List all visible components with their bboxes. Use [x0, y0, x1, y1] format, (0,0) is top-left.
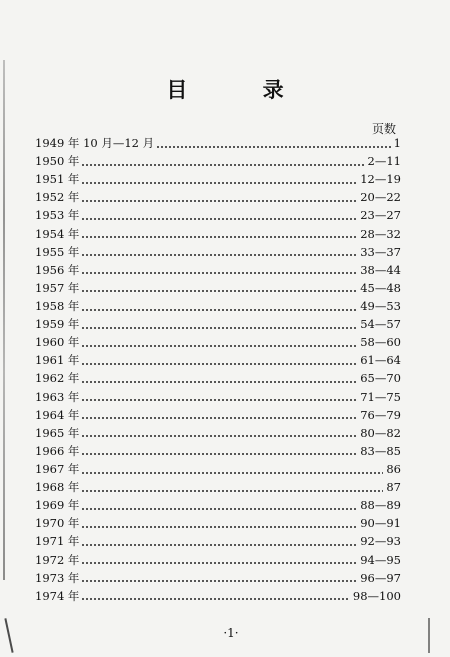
toc-entry[interactable]: [35, 478, 401, 496]
toc-entry[interactable]: [35, 587, 401, 605]
toc-entry-label: 1968 年: [35, 480, 80, 495]
toc-entry-pages: 96—97: [360, 570, 401, 585]
toc-entry-label: 1966 年: [35, 443, 80, 458]
dot-leader: [81, 193, 357, 205]
dot-leader: [81, 465, 383, 477]
toc-entry-pages: 86: [386, 461, 401, 476]
toc-entry[interactable]: [35, 424, 401, 442]
pages-column-header: 页数: [372, 122, 397, 136]
toc-entry-label: 1963 年: [35, 389, 80, 404]
dot-leader: [81, 211, 357, 223]
toc-entry-pages: 12—19: [360, 172, 401, 187]
toc-entry-label: 1959 年: [35, 317, 80, 332]
toc-entry[interactable]: [35, 206, 401, 224]
toc-entry-pages: 80—82: [360, 425, 401, 440]
dot-leader: [81, 537, 357, 549]
toc-entry-pages: 20—22: [360, 190, 401, 205]
toc-entry-label: 1974 年: [35, 588, 80, 603]
toc-entry-pages: 71—75: [360, 389, 401, 404]
dot-leader: [81, 573, 357, 585]
dot-leader: [81, 157, 364, 169]
toc-entry[interactable]: [35, 315, 401, 333]
toc-entry-pages: 1: [393, 136, 401, 150]
toc-entry-pages: 33—37: [360, 244, 401, 259]
toc-entry-label: 1952 年: [35, 190, 80, 205]
dot-leader: [81, 356, 357, 368]
toc-entry-pages: 98—100: [352, 588, 401, 603]
toc-entry-pages: 92—93: [360, 534, 401, 549]
toc-entry[interactable]: [35, 496, 401, 514]
table-of-contents: [35, 134, 401, 605]
toc-entry[interactable]: [35, 514, 401, 532]
toc-entry[interactable]: [35, 442, 401, 460]
dot-leader: [81, 428, 357, 440]
toc-entry-label: 1955 年: [35, 244, 80, 259]
toc-entry-pages: 28—32: [360, 226, 401, 241]
toc-entry-label: 1950 年: [35, 154, 80, 169]
dot-leader: [81, 265, 357, 277]
dot-leader: [156, 139, 391, 151]
toc-entry-label: 1972 年: [35, 552, 80, 567]
toc-entry[interactable]: [35, 170, 401, 188]
dot-leader: [81, 247, 357, 259]
toc-entry-label: 1970 年: [35, 516, 80, 531]
toc-entry[interactable]: [35, 569, 401, 587]
toc-entry[interactable]: [35, 351, 401, 369]
dot-leader: [81, 591, 349, 603]
toc-entry-pages: 49—53: [360, 298, 401, 313]
toc-entry[interactable]: [35, 460, 401, 478]
toc-entry-label: 1973 年: [35, 570, 80, 585]
dot-leader: [81, 302, 357, 314]
dot-leader: [81, 338, 357, 350]
dot-leader: [81, 410, 357, 422]
dot-leader: [81, 501, 357, 513]
toc-entry-label: 1957 年: [35, 280, 80, 295]
toc-entry-label: 1954 年: [35, 226, 80, 241]
dot-leader: [81, 229, 357, 241]
toc-entry-pages: 61—64: [360, 353, 401, 368]
page-title: 目 录: [166, 78, 318, 102]
toc-entry-label: 1958 年: [35, 298, 80, 313]
toc-entry-label: 1956 年: [35, 262, 80, 277]
dot-leader: [81, 519, 357, 531]
toc-entry-pages: 94—95: [360, 552, 401, 567]
toc-entry[interactable]: [35, 134, 401, 152]
dot-leader: [81, 483, 383, 495]
toc-entry[interactable]: [35, 261, 401, 279]
toc-entry-pages: 2—11: [367, 154, 401, 169]
toc-entry-label: 1967 年: [35, 461, 80, 476]
toc-entry[interactable]: [35, 225, 401, 243]
toc-entry-label: 1949 年 10 月—12 月: [35, 136, 155, 150]
page-number: ·1·: [223, 626, 239, 640]
toc-entry-label: 1965 年: [35, 425, 80, 440]
toc-entry-pages: 88—89: [360, 498, 401, 513]
dot-leader: [81, 446, 357, 458]
toc-entry[interactable]: [35, 188, 401, 206]
toc-entry-pages: 45—48: [360, 280, 401, 295]
dot-leader: [81, 374, 357, 386]
toc-entry-pages: 76—79: [360, 407, 401, 422]
toc-entry[interactable]: [35, 388, 401, 406]
toc-entry-pages: 83—85: [360, 443, 401, 458]
dot-leader: [81, 320, 357, 332]
toc-entry[interactable]: [35, 279, 401, 297]
toc-entry-pages: 54—57: [360, 317, 401, 332]
toc-entry[interactable]: [35, 297, 401, 315]
toc-entry-pages: 58—60: [360, 335, 401, 350]
toc-entry[interactable]: [35, 243, 401, 261]
toc-entry-pages: 87: [386, 480, 401, 495]
toc-entry[interactable]: [35, 406, 401, 424]
toc-entry[interactable]: [35, 532, 401, 550]
toc-entry-pages: 38—44: [360, 262, 401, 277]
toc-entry[interactable]: [35, 152, 401, 170]
toc-entry-label: 1960 年: [35, 335, 80, 350]
dot-leader: [81, 555, 357, 567]
toc-entry-label: 1969 年: [35, 498, 80, 513]
dot-leader: [81, 175, 357, 187]
toc-entry-label: 1962 年: [35, 371, 80, 386]
dot-leader: [81, 283, 357, 295]
toc-entry-label: 1953 年: [35, 208, 80, 223]
toc-entry[interactable]: [35, 333, 401, 351]
toc-entry-pages: 90—91: [360, 516, 401, 531]
toc-entry-label: 1971 年: [35, 534, 80, 549]
toc-entry-pages: 65—70: [360, 371, 401, 386]
scan-edge-shadow: [3, 60, 5, 580]
toc-entry-label: 1951 年: [35, 172, 80, 187]
toc-entry-label: 1964 年: [35, 407, 80, 422]
dot-leader: [81, 392, 357, 404]
toc-entry-pages: 23—27: [360, 208, 401, 223]
toc-entry[interactable]: [35, 369, 401, 387]
toc-entry[interactable]: [35, 551, 401, 569]
toc-entry-label: 1961 年: [35, 353, 80, 368]
